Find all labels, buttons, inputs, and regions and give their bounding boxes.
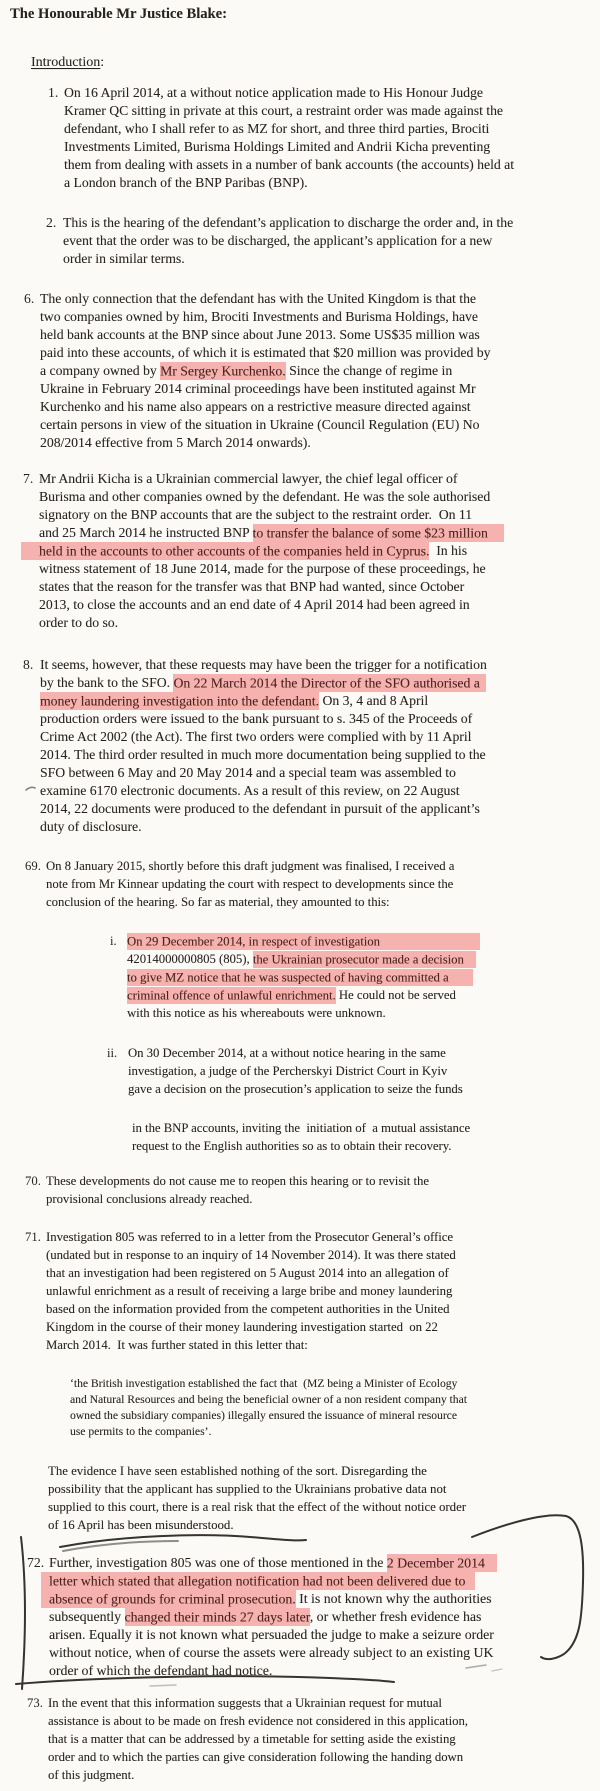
text-segment: 2014, 22 documents were produced to the defendant in pursuit of the applicant’s <box>40 801 480 816</box>
pen-box-top-line-retrace <box>63 1541 178 1551</box>
paragraph-text <box>48 1462 600 1534</box>
text-segment: of 16 April has been misunderstood. <box>48 1518 234 1532</box>
text-line <box>40 800 600 818</box>
text-line <box>46 1264 600 1282</box>
text-line <box>40 656 600 674</box>
text-segment: by the bank to the SFO. <box>40 675 174 690</box>
text-segment: and 25 March 2014 he instructed BNP <box>39 525 253 540</box>
paragraph-text <box>46 1172 600 1208</box>
text-segment: order to do so. <box>39 615 119 630</box>
text-segment: paid into these accounts, of which it is estimated that $20 million was provided by <box>40 345 491 360</box>
text-segment: and Natural Resources and being the beneficial owner of a non resident company that <box>70 1393 467 1406</box>
text-segment: On 3, 4 and 8 April <box>319 693 429 708</box>
text-segment: arisen. Equally it is not known what persuaded the judge to make a seizure order <box>49 1627 494 1642</box>
text-segment: based on the information provided from the competent authorities in the United <box>46 1302 450 1316</box>
text-line <box>63 214 600 232</box>
text-line <box>128 1080 600 1098</box>
text-segment: held bank accounts at the BNP since about June 2013. Some US$35 million was <box>40 327 480 342</box>
text-segment: order of which the defendant had notice. <box>49 1663 273 1678</box>
text-line <box>49 1608 600 1626</box>
text-line <box>49 1626 600 1644</box>
text-line <box>40 290 600 308</box>
text-segment: Kingdom in the course of their money laundering investigation started on 22 <box>46 1320 438 1334</box>
text-line <box>40 818 600 836</box>
paragraph-text <box>46 857 600 911</box>
text-line <box>49 1590 600 1608</box>
text-line <box>40 674 600 692</box>
text-segment: gave a decision on the prosecution’s application to seize the funds <box>128 1082 463 1096</box>
text-segment: unlawful enrichment as a result of receiving a large bribe and money laundering <box>46 1284 453 1298</box>
paragraph-number: 73. <box>27 1696 43 1710</box>
text-line <box>48 1712 600 1730</box>
text-line <box>46 1300 600 1318</box>
text-segment: Ukraine in February 2014 criminal proceedings have been instituted against Mr <box>40 381 476 396</box>
text-segment: defendant, who I shall refer to as MZ for short, and three third parties, Brociti <box>64 121 490 136</box>
text-line <box>49 1644 600 1662</box>
text-line <box>49 1572 600 1590</box>
text-line <box>39 614 600 632</box>
text-line <box>46 1336 600 1354</box>
text-line <box>40 308 600 326</box>
text-segment: conclusion of the hearing. So far as material, they amounted to this: <box>46 895 390 909</box>
text-line <box>48 1498 600 1516</box>
text-line <box>70 1392 600 1408</box>
text-line <box>46 1246 600 1264</box>
text-line <box>64 174 600 192</box>
subparagraph-ii <box>0 1044 600 1098</box>
judge-name-text: The Honourable Mr Justice Blake: <box>10 6 228 22</box>
text-segment: duty of disclosure. <box>40 819 142 834</box>
text-segment: In his <box>429 543 468 558</box>
text-segment: signatory on the BNP accounts that are the subject to the restraint order. On 11 <box>39 507 473 522</box>
paragraph-text <box>63 214 600 268</box>
highlighted-text: to transfer the balance of some $23 million <box>253 524 504 542</box>
text-line <box>39 488 600 506</box>
paragraph-number: i. <box>110 934 117 948</box>
text-line <box>132 1119 600 1137</box>
paragraph-6 <box>0 290 600 452</box>
text-line <box>40 692 600 710</box>
text-segment: assistance is about to be made on fresh evidence not considered in this application, <box>48 1714 468 1728</box>
text-segment: 2014. The third order resulted in much more documentation being supplied to the <box>40 747 486 762</box>
text-line <box>127 932 600 950</box>
paragraph-text <box>128 1044 600 1098</box>
subparagraph-ii-continuation <box>0 1119 600 1155</box>
highlighted-text: Mr Sergey Kurchenko. <box>160 363 286 378</box>
text-segment: Mr Andrii Kicha is a Ukrainian commercial lawyer, the chief legal officer of <box>39 471 458 486</box>
text-segment: He could not be served <box>335 988 456 1002</box>
text-line <box>63 232 600 250</box>
text-line <box>48 1730 600 1748</box>
paragraph-text <box>70 1376 600 1440</box>
text-line <box>70 1408 600 1424</box>
text-segment: witness statement of 18 June 2014, made for the purpose of these proceedings, he <box>39 561 486 576</box>
text-segment: without notice, when of course the assets were already subject to an existing UK <box>49 1645 494 1660</box>
highlighted-text: letter which stated that allegation notification had not been delivered due to <box>41 1572 475 1590</box>
text-segment: order and to which the parties can give consideration following the handing down <box>48 1750 464 1764</box>
text-line <box>64 138 600 156</box>
text-line <box>64 84 600 102</box>
text-line <box>40 416 600 434</box>
text-segment: On 16 April 2014, at a without notice application made to His Honour Judge <box>64 85 483 100</box>
introduction-label: Introduction <box>31 55 101 70</box>
text-line <box>40 344 600 362</box>
text-segment: Burisma and other companies owned by the defendant. He was the sole authorised <box>39 489 491 504</box>
text-segment: Kramer QC sitting in private at this court, a restraint order was made against the <box>64 103 504 118</box>
subparagraph-i <box>0 932 600 1022</box>
text-segment: Crime Act 2002 (the Act). The first two orders were complied with by 11 April <box>40 729 472 744</box>
text-line <box>39 506 600 524</box>
text-line <box>128 1044 600 1062</box>
text-segment: subsequently <box>49 1609 125 1624</box>
paragraph-70 <box>0 1172 600 1208</box>
text-line <box>46 1282 600 1300</box>
paragraph-71 <box>0 1228 600 1354</box>
text-line <box>40 362 600 380</box>
paragraph-73 <box>0 1694 600 1784</box>
introduction-colon: : <box>100 55 105 70</box>
text-line <box>40 398 600 416</box>
text-line <box>46 1228 600 1246</box>
paragraph-number: 71. <box>25 1230 41 1244</box>
text-line <box>48 1694 600 1712</box>
text-segment: with this notice as his whereabouts were unknown. <box>127 1006 386 1020</box>
text-segment: (undated but in response to an inquiry of 14 November 2014). It was there stated <box>46 1248 456 1262</box>
paragraph-1 <box>0 84 600 192</box>
paragraph-text <box>48 1694 600 1784</box>
paragraph-2 <box>0 214 600 268</box>
text-line <box>46 893 600 911</box>
paragraph-text <box>64 84 600 192</box>
introduction-heading <box>0 39 600 87</box>
text-segment: event that the order was to be discharged, the applicant’s application for a new <box>63 233 493 248</box>
text-segment: In the event that this information suggests that a Ukrainian request for mutual <box>48 1696 442 1710</box>
text-line <box>40 434 600 452</box>
highlighted-text: to give MZ notice that he was suspected of having committed a <box>127 969 473 986</box>
text-line <box>39 470 600 488</box>
paragraph-number: ii. <box>107 1046 118 1060</box>
highlighted-text: 2 December 2014 <box>387 1554 497 1572</box>
paragraph-number: 2. <box>46 215 57 230</box>
highlighted-text: held in the accounts to other accounts of the companies held in Cyprus. <box>21 542 429 560</box>
paragraph-7 <box>0 470 600 632</box>
highlighted-text: changed their minds 27 days later <box>124 1609 310 1624</box>
paragraph-text <box>40 290 600 452</box>
text-segment: 2013, to close the accounts and an end date of 4 April 2014 had been agreed in <box>39 597 470 612</box>
paragraph-72 <box>0 1554 600 1680</box>
text-line <box>49 1662 600 1680</box>
text-segment: production orders were issued to the bank pursuant to s. 345 of the Proceeds of <box>40 711 473 726</box>
paragraph-8 <box>0 656 600 836</box>
text-line <box>64 120 600 138</box>
paragraph-number: 8. <box>23 657 34 672</box>
text-segment: that is a matter that can be addressed by a timetable for setting aside the existing <box>48 1732 456 1746</box>
judge-name-heading <box>0 6 600 23</box>
text-segment: of this judgment. <box>48 1768 135 1782</box>
text-segment: Kurchenko and his name also appears on a restrictive measure directed against <box>40 399 471 414</box>
pen-box-top-line <box>60 1535 306 1547</box>
text-line <box>40 746 600 764</box>
text-segment: March 2014. It was further stated in this letter that: <box>46 1338 308 1352</box>
text-segment: ‘the British investigation established the fact that (MZ being a Minister of Ecology <box>70 1377 458 1390</box>
text-line <box>46 875 600 893</box>
text-segment: note from Mr Kinnear updating the court with respect to developments since the <box>46 877 454 891</box>
text-line <box>39 524 600 542</box>
text-segment: On 30 December 2014, at a without notice hearing in the same <box>128 1046 446 1060</box>
text-segment: The evidence I have seen established nothing of the sort. Disregarding the <box>48 1464 427 1478</box>
text-segment: request to the English authorities so as to obtain their recovery. <box>132 1139 452 1153</box>
text-line <box>40 710 600 728</box>
text-segment: The only connection that the defendant has with the United Kingdom is that the <box>40 291 476 306</box>
text-segment: possibility that the applicant has supplied to the Ukrainians probative data not <box>48 1482 447 1496</box>
paragraph-71-commentary <box>0 1462 600 1534</box>
paragraph-text <box>132 1119 600 1155</box>
highlighted-text: the Ukrainian prosecutor made a decision <box>253 951 476 968</box>
text-line <box>39 560 600 578</box>
paragraph-text <box>127 932 600 1022</box>
highlighted-text: On 22 March 2014 the Director of the SFO authorised a <box>173 674 485 692</box>
text-segment: 208/2014 effective from 5 March 2014 onwards). <box>40 435 311 450</box>
text-line <box>46 857 600 875</box>
paragraph-number: 69. <box>25 859 41 873</box>
paragraph-number: 1. <box>48 85 59 100</box>
text-segment: two companies owned by him, Brociti Investments and Burisma Holdings, have <box>40 309 478 324</box>
text-line <box>48 1766 600 1784</box>
text-segment: It is not known why the authorities <box>295 1591 492 1606</box>
highlighted-text: criminal offence of unlawful enrichment. <box>127 988 336 1002</box>
scan-smudge-1 <box>150 1685 176 1686</box>
text-line <box>63 250 600 268</box>
highlighted-text: absence of grounds for criminal prosecution. <box>41 1590 296 1608</box>
text-line <box>49 1554 600 1572</box>
text-line <box>39 596 600 614</box>
text-line <box>48 1516 600 1534</box>
text-segment: This is the hearing of the defendant’s application to discharge the order and, in the <box>63 215 514 230</box>
highlighted-text: money laundering investigation into the defendant. <box>40 693 320 708</box>
text-line <box>48 1462 600 1480</box>
text-line <box>48 1480 600 1498</box>
text-segment: investigation, a judge of the Percherskyi District Court in Kyiv <box>128 1064 448 1078</box>
text-line <box>70 1376 600 1392</box>
text-segment: in the BNP accounts, inviting the initiation of a mutual assistance <box>132 1121 471 1135</box>
text-segment: order in similar terms. <box>63 251 185 266</box>
text-segment: provisional conclusions already reached. <box>46 1192 253 1206</box>
text-line <box>127 950 600 968</box>
paragraph-text <box>46 1228 600 1354</box>
paragraph-text <box>39 470 600 632</box>
text-segment: 42014000000805 (805), <box>127 952 253 966</box>
text-segment: Investigation 805 was referred to in a letter from the Prosecutor General’s office <box>46 1230 454 1244</box>
text-line <box>64 102 600 120</box>
text-line <box>48 1748 600 1766</box>
paragraph-number: 7. <box>23 471 34 486</box>
text-line <box>46 1318 600 1336</box>
text-line <box>40 380 600 398</box>
text-segment: examine 6170 electronic documents. As a result of this review, on 22 August <box>40 783 460 798</box>
text-line <box>70 1424 600 1440</box>
text-segment: owned the subsidiary companies) illegally ensured the issuance of mineral resource <box>70 1409 457 1422</box>
paragraph-number: 6. <box>24 291 35 306</box>
text-line <box>127 968 600 986</box>
paragraph-text <box>49 1554 600 1680</box>
paragraph-text <box>40 656 600 836</box>
text-line <box>40 764 600 782</box>
text-segment: Investments Limited, Burisma Holdings Limited and Andrii Kicha preventing <box>64 139 491 154</box>
paragraph-number: 72. <box>27 1555 45 1570</box>
paragraph-69 <box>0 857 600 911</box>
text-line <box>46 1190 600 1208</box>
text-line <box>132 1137 600 1155</box>
text-segment: use permits to the companies’. <box>70 1425 212 1438</box>
text-line <box>40 326 600 344</box>
text-segment: a company owned by <box>40 363 161 378</box>
text-segment: , or whether fresh evidence has <box>309 1609 482 1624</box>
text-segment: them from dealing with assets in a number of bank accounts (the accounts) held at <box>64 157 515 172</box>
text-line <box>128 1062 600 1080</box>
highlighted-text: On 29 December 2014, in respect of investigation <box>127 933 480 950</box>
text-segment: It seems, however, that these requests may have been the trigger for a notification <box>40 657 487 672</box>
quoted-letter-extract <box>0 1376 600 1440</box>
text-segment: states that the reason for the transfer was that BNP had wanted, since October <box>39 579 465 594</box>
text-line <box>46 1172 600 1190</box>
text-segment: These developments do not cause me to reopen this hearing or to revisit the <box>46 1174 429 1188</box>
paragraph-number: 70. <box>25 1174 41 1188</box>
text-segment: that an investigation had been registered on 5 August 2014 into an allegation of <box>46 1266 449 1280</box>
text-line <box>127 986 600 1004</box>
text-line <box>40 782 600 800</box>
text-line <box>39 578 600 596</box>
text-line <box>40 728 600 746</box>
text-segment: On 8 January 2015, shortly before this draft judgment was finalised, I received a <box>46 859 455 873</box>
text-line <box>39 542 600 560</box>
text-line <box>64 156 600 174</box>
text-segment: Further, investigation 805 was one of those mentioned in the <box>49 1555 387 1570</box>
text-segment: supplied to this court, there is a real risk that the effect of the without notice order <box>48 1500 467 1514</box>
text-segment: certain persons in view of the situation in Ukraine (Council Regulation (EU) No <box>40 417 480 432</box>
text-line <box>127 1004 600 1022</box>
text-segment: Since the change of regime in <box>285 363 453 378</box>
text-segment: SFO between 6 May and 20 May 2014 and a special team was assembled to <box>40 765 456 780</box>
text-segment: a London branch of the BNP Paribas (BNP). <box>64 175 308 190</box>
